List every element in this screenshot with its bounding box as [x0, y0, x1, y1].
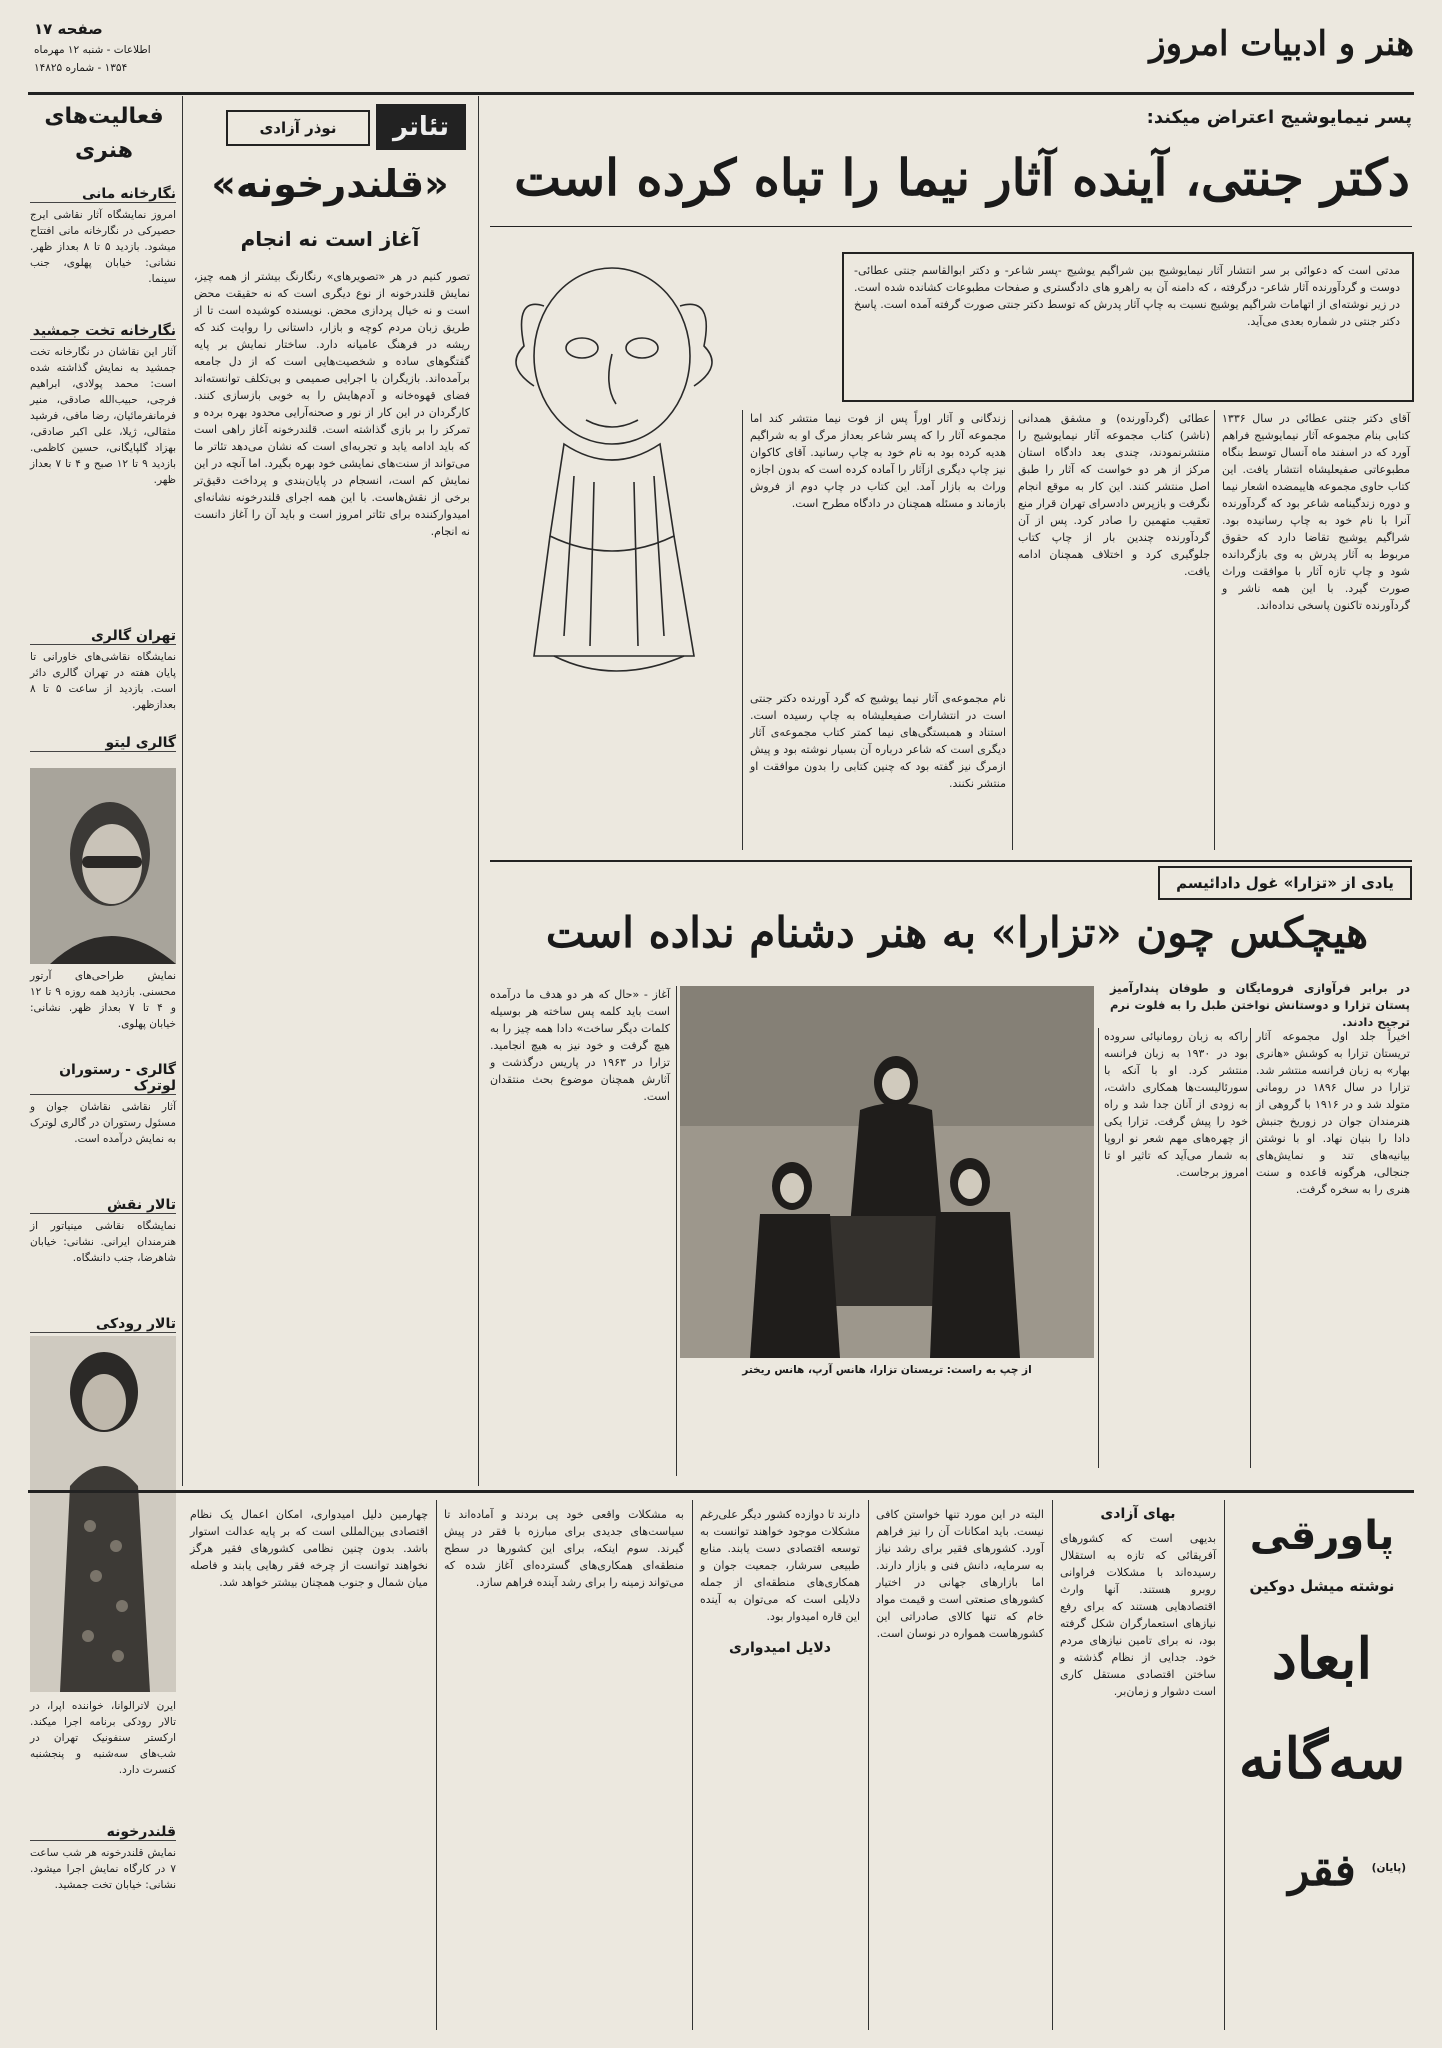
theater-subhead: آغاز است نه انجام: [240, 227, 420, 251]
lead-column-1: آقای دکتر جنتی عطائی در سال ۱۳۳۶ کتابی بنام مجموعه آثار نیمایوشیج فراهم آورد که در اسفند ماه آنسال توسط بنگاه مطبوعاتی صفیعلیشاه انتشار یافت. این کتاب حاوی مجموعه هاییمضده اشعار نیما و دوره زندگینامه شاعر بود که گردآورنده آنرا با نام خود به چاپ رسانیده بود. شراگیم یوشیج تقاضا دارد که حقوق مربوط به آثار پدرش به وی بازگردانده شود و چاپ تازه آثار با موافقت وراث صورت گیرد. با این همه ناشر و گردآورنده تاکنون پاسخی نداده‌اند.: [1222, 412, 1410, 612]
sidebar-divider: [182, 96, 183, 1486]
dada-col-left: آغاز - «حال که هر دو هدف ما درآمده است باید کلمه پس ساخته هر بوسیله کلمات دیگر ساخت» دادا همه چیز را به هیچ گرفت و خود نیز به هیچ انجامید. تزارا در ۱۹۶۳ در پاریس درگذشت و آثارش همچنان موضوع بحث منتقدان است.: [490, 988, 670, 1103]
masthead-rule: [28, 92, 1414, 95]
serial-big-2: سه‌گانه: [1238, 1726, 1406, 1792]
lead-col-divider-2: [1012, 410, 1013, 850]
dada-photo: [680, 986, 1094, 1358]
sidebar-section-heading: نگارخانه تخت جمشید: [30, 323, 176, 340]
lead-bottom-rule: [490, 860, 1412, 862]
nima-caricature: [494, 236, 734, 696]
sidebar-section-body: نمایش طراحی‌های آرتور محسنی. بازدید همه روزه ۹ تا ۱۲ و ۴ تا ۷ بعداز ظهر. نشانی: خیابان پهلوی.: [30, 970, 176, 1030]
serial-col3-heading: دلایل امیدواری: [729, 1640, 831, 1656]
serial-divider-2: [868, 1500, 869, 2030]
dada-photo-image: [680, 986, 1094, 1358]
sidebar-column-3: [30, 1698, 176, 1955]
serial-col-2: البته در این مورد تنها خواستن کافی نیست. باید امکانات آن را نیز فراهم آورد. کشورهای فقیر برای رشد نیاز به سرمایه، دانش فنی و بازار دارند. اما بازارهای جهانی در اختیار کشورهای صنعتی است و قیمت مواد خام که تنها کالای صادراتی این کشورهاست همواره در نوسان است.: [876, 1508, 1044, 1640]
serial-big-3: فقر: [1288, 1845, 1356, 1896]
section-title: هنر و ادبیات امروز: [1149, 24, 1414, 64]
sidebar-section-body: امروز نمایشگاه آثار نقاشی ایرج حصیرکی در نگارخانه مانی افتتاح میشود. بازدید ۵ تا ۸ بعداز ظهر. نشانی: خیابان پهلوی، جنب سینما.: [30, 209, 177, 285]
lead-column-4: نام مجموعه‌ی آثار نیما یوشیج که گرد آورنده دکتر جنتی است در انتشارات صفیعلیشاه به چاپ رسیده است. استناد و همبستگی‌های نیما کمتر کتاب مجموعه‌ی آثار دیگری است که شاعر درباره آن بسیار نوشته بود و پیش ازمرگ نیز گفته بود که چنین کتابی را بدون موافقت او منتشر نکنند.: [750, 692, 1006, 790]
serial-col-5: چهارمین دلیل امیدواری، امکان اعمال یک نظام اقتصادی بین‌المللی است که بر پایه عدالت استوار باشد. بدون چنین نظامی کشورهای فقیر هرگز نخواهند توانست از چرخه فقر رهایی یابند و فاصله میان شمال و جنوب همچنان بیشتر خواهد شد.: [190, 1508, 428, 1589]
serial-big-1: ابعاد: [1271, 1626, 1373, 1692]
sidebar-section-body: آثار این نقاشان در نگارخانه تخت جمشید به نمایش گذاشته شده است: محمد پولادی، ابراهیم فرجی، حبیب‌الله صادقی، منیر فرمانفرمائیان، رضا مافی، فرشید مثقالی، ژیلا، علی اکبر صادقی، بهزاد گلپایگانی، حسین کاظمی. بازدید ۹ تا ۱۲ صبح و ۴ تا ۷ بعداز ظهر.: [30, 346, 177, 486]
serial-col-heading: بهای آزادی: [1100, 1506, 1176, 1522]
lead-summary: مدتی است که دعوائی بر سر انتشار آثار نیمایوشیج بین شراگیم یوشیج -پسر شاعر- و دکتر ابوالقاسم جنتی عطائی- دوست و گردآورنده آثار شاعر- درگرفته ، که دامنه آن به راهرو های دادگستری و صفحات مطبوعات کشانده شده است. در زیر نوشته‌ای از اتهامات شراگیم یوشیج نسبت به چاپ آثار پدرش که توسط دکتر جنتی صورت گرفته آمده است. پاسخ دکتر جنتی در شماره بعدی می‌آید.: [854, 264, 1400, 328]
sidebar-section-body: ایرن لاترالوانا، خواننده اپرا، در تالار رودکی برنامه اجرا میکند. ارکستر سنفونیک تهران در شب‌های سه‌شنبه و پنجشنبه کنسرت دارد.: [30, 1700, 176, 1776]
dada-deck: در برابر فرآوازی فرومایگان و طوفان پندارآمیز پستان تزارا و دوستانش نواختن طبل را به فلوت نرم ترجیح دادند.: [1110, 981, 1410, 1029]
sidebar-section-heading: قلندرخونه: [30, 1824, 176, 1841]
dada-divider-1: [1250, 1028, 1251, 1468]
sidebar-section-heading: گالری لیتو: [30, 735, 176, 752]
serial-col-4: به مشکلات واقعی خود پی بردند و آماده‌اند تا سیاست‌های جدیدی برای مبارزه با فقر در پیش گیرند. سوم اینکه، برای این کشورها در سطح منطقه‌ای همکاری‌های گسترده‌ای آغاز شده که می‌تواند زمینه را برای رشد آینده فراهم سازد.: [444, 1508, 684, 1589]
page-label: صفحه ۱۷: [34, 20, 103, 38]
sidebar-section-heading: تالار نقش: [30, 1197, 176, 1214]
sidebar-section-heading: تهران گالری: [30, 628, 176, 645]
issue-line-2: ۱۳۵۴ - شماره ۱۴۸۲۵: [34, 62, 128, 74]
dada-photo-caption: از چپ به راست: تریستان تزارا، هانس آرپ، هانس ریختر: [742, 1364, 1032, 1376]
singer-photo: [30, 1336, 176, 1692]
serial-divider-0: [1224, 1500, 1225, 2030]
dada-col-mid: راکه به زبان رومانیائی سروده بود در ۱۹۳۰ به زبان فرانسه منتشر کرد. او با آنکه با سورئالیست‌ها همکاری داشت، به زودی از آنان جدا شد و راه خود را پیش گرفت. تزارا یکی از چهره‌های مهم شعر نو اروپا به شمار می‌آید که تاثیر او تا امروز برجاست.: [1104, 1030, 1248, 1179]
issue-line: اطلاعات - شنبه ۱۲ مهرماه: [34, 44, 151, 56]
sidebar-section-body: نمایشگاه نقاشی‌های خاورانی تا پایان هفته در تهران گالری دائر است. بازدید از ساعت ۵ تا ۸ بعدازظهر.: [30, 651, 177, 711]
dada-headline: هیچکس چون «تزارا» به هنر دشنام نداده است: [545, 908, 1369, 957]
sidebar-section-body: نمایش قلندرخونه هر شب ساعت ۷ در کارگاه نمایش اجرا میشود. نشانی: خیابان تخت جمشید.: [30, 1847, 176, 1891]
lead-column-2: عطائی (گردآورنده) و مشفق همدانی (ناشر) کتاب مجموعه آثار نیمایوشیج را منتشرنمودند، چندی بعد دادگاه استان مرکز از هر دو خواست که آثار را طبق اصل منتشر کنند. این کار به موقع انجام نگرفت و بازپرس دادسرای تهران قرار منع تعقیب متهمین را صادر کرد. پس از آن گردآورنده چندین بار از چاپ کتاب جلوگیری کرد و اختلاف همچنان ادامه یافت.: [1018, 412, 1210, 578]
serial-divider-4: [436, 1500, 437, 2030]
sidebar-section-body: نمایشگاه نقاشی مینیاتور از هنرمندان ایرانی. نشانی: خیابان شاهرضا، جنب دانشگاه.: [30, 1220, 176, 1264]
dada-divider-2: [1098, 1028, 1099, 1468]
serial-col-3: دارند تا دوازده کشور دیگر علی‌رغم مشکلات موجود خواهند توانست به توسعه اقتصادی دست یابند. منابع طبیعی سرشار، جمعیت جوان و همکاری‌های منطقه‌ای از جمله دلایلی است که می‌توان به آینده این قاره امیدوار بود.: [700, 1508, 860, 1623]
lead-col-divider-1: [1214, 410, 1215, 850]
serial-col-1: بدیهی است که کشورهای آفریقائی که تازه به استقلال رسیده‌اند با مشکلات فراوانی روبرو هستند. آنها وارث اقتصادهایی هستند که برای رفع نیازهای استعمارگران شکل گرفته بود، نه برای تامین نیازهای مردم خود. جدایی از نظام گذشته و ساختن اقتصادی مستقل کاری است دشوار و زمان‌بر.: [1060, 1532, 1216, 1698]
sidebar-column-2: [30, 968, 176, 1337]
sidebar-section-heading: نگارخانه مانی: [30, 186, 176, 203]
caricature-drawing: [494, 236, 734, 696]
serial-divider-3: [692, 1500, 693, 2030]
dada-col-right: اخیراً جلد اول مجموعه آثار تریستان تزارا به کوشش «هانری بهار» به زبان فرانسه منتشر شد. تزارا در سال ۱۸۹۶ در رومانی متولد شد و در ۱۹۱۶ با گروهی از هنرمندان جوان در زوریخ جنبش دادا را بنیان نهاد. او با نوشتن بیانیه‌های تند و نمایش‌های جنجالی، هرگونه قاعده و سنت هنری را به سخره گرفت.: [1256, 1030, 1410, 1196]
serial-end-note: (پایان): [1371, 1862, 1406, 1874]
dada-divider-3: [676, 986, 677, 1476]
serial-divider-1: [1052, 1500, 1053, 2030]
serial-author: نوشته میشل دوکین: [1249, 1577, 1395, 1595]
theater-label: تئاتر: [376, 104, 466, 150]
singer-illustration: [30, 1336, 176, 1692]
theater-author: نوذر آزادی: [226, 110, 370, 146]
lead-headline-rule: [490, 226, 1412, 227]
sidebar-section-body: آثار نقاشی نقاشان جوان و مسئول رستوران در گالری لوترک به نمایش درآمده است.: [30, 1101, 176, 1145]
portrait-photo: [30, 768, 176, 964]
theater-headline: «قلندرخونه»: [211, 162, 449, 206]
sidebar-section-heading: تالار رودکی: [30, 1316, 176, 1333]
lead-col-divider-3: [742, 410, 743, 850]
theater-body: تصور کنیم در هر «تصویرهای» رنگارنگ بیشتر از همه چیز، نمایش قلندرخونه از نوع دیگری است که نه حقیقت محض است و نه خیال پردازی محض. نویسنده کوشیده است تا از طریق زبان مردم کوچه و بازار، داستانی را روایت کند که ریشه در فرهنگ عامیانه دارد. ساختار نمایش بر پایه گفتگوهای ساده و شخصیت‌هایی است که از دل جامعه برآمده‌اند. بازیگران با اجرایی صمیمی و بی‌تکلف توانسته‌اند فضای قهوه‌خانه و آدم‌هایش را به خوبی بازسازی کنند. کارگردان در این کار از نور و صحنه‌آرایی محدود بهره برده و تمرکز را بر بازی گذاشته است. قلندرخونه آغاز راهی است که باید ادامه یابد و تجربه‌ای است که نشان می‌دهد تئاتر ما می‌تواند از سنت‌های نمایشی خود بهره بگیرد. اما آنچه در این نمایش کم است، انسجام در پایان‌بندی و پرداخت دقیق‌تر برخی از نقش‌هاست. با این همه اجرای قلندرخونه نشانه‌ای امیدوارکننده برای تئاتر امروز است و باید آن را آغاز دانست نه انجام.: [194, 270, 470, 538]
sidebar-section-heading: گالری - رستوران لوترک: [30, 1062, 176, 1095]
lead-headline: دکتر جنتی، آینده آثار نیما را تباه کرده است: [514, 148, 1410, 207]
serial-title: پاورقی: [1249, 1513, 1395, 1559]
portrait-illustration: [30, 768, 176, 964]
serial-top-rule: [28, 1490, 1414, 1493]
lead-column-3: زندگانی و آثار اوراً پس از فوت نیما منتشر کند اما مجموعه آثار را که پسر شاعر بعداز مرگ او به شراگیم هدیه کرده بود به نام خود به چاپ رسانید. آقای کاکوان نیز چاپ دیگری ازآثار را آماده کرده است که بدون اجازه وراث به بازار آمد. این کتاب در چاپ دوم از فروش بازماند و مسئله همچنان در دادگاه مطرح است.: [750, 412, 1006, 510]
sidebar-column: [30, 186, 176, 756]
dada-kicker: یادی از «تزارا» غول دادائیسم: [1158, 866, 1412, 900]
theater-divider: [478, 96, 479, 1486]
sidebar-title: فعالیت‌های هنری: [44, 104, 164, 163]
lead-kicker: پسر نیمایوشیج اعتراض میکند:: [1146, 107, 1412, 128]
